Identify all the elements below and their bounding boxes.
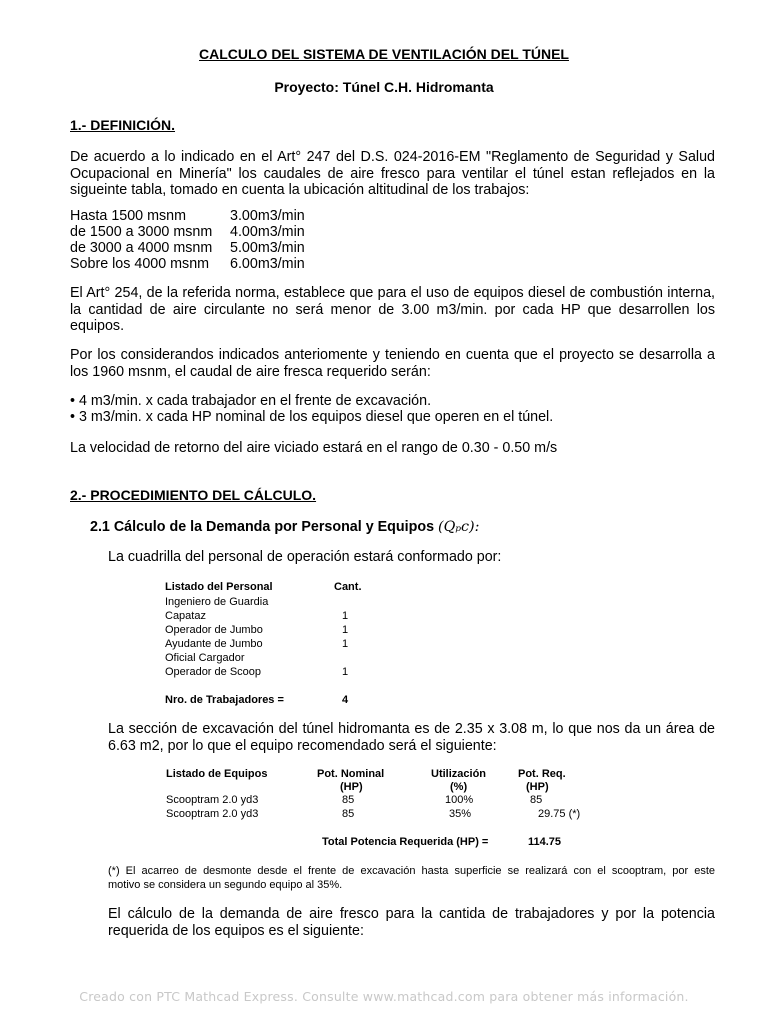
personnel-header-qty: Cant. — [334, 581, 362, 593]
art254-paragraph — [70, 285, 715, 335]
personnel-name: Capataz — [165, 610, 206, 622]
personnel-name: Oficial Cargador — [165, 652, 245, 664]
bullet-item: • 3 m3/min. x cada HP nominal de los equipos diesel que operen en el túnel. — [70, 409, 554, 425]
equipment-header-usage-unit: (%) — [450, 781, 468, 793]
equipment-usage: 35% — [449, 808, 472, 820]
equipment-required: 85 — [530, 794, 543, 806]
equipment-name: Scooptram 2.0 yd3 — [166, 794, 259, 806]
total-power-value: 114.75 — [528, 836, 562, 848]
personnel-header-name: Listado del Personal — [165, 581, 273, 593]
art254-line: equipos. — [70, 318, 125, 334]
document-title: CALCULO DEL SISTEMA DE VENTILACIÓN DEL TÚNEL — [199, 46, 569, 62]
altitude-flow: 6.00m3/min — [230, 256, 305, 272]
tunnel-section-line: 6.63 m2, por lo que el equipo recomendado será el siguiente: — [108, 737, 497, 754]
altitude-range: de 1500 a 3000 msnm — [70, 224, 213, 240]
equipment-header-required-unit: (HP) — [526, 781, 549, 793]
personnel-name: Operador de Jumbo — [165, 624, 263, 636]
qpc-symbol: (Qₚc): — [438, 519, 480, 535]
project-name: Proyecto: Túnel C.H. Hidromanta — [274, 79, 494, 95]
intro-line: De acuerdo a lo indicado en el Art° 247 del D.S. 024-2016-EM "Reglamento de Seguridad y Salud — [70, 149, 715, 165]
equipment-header-name: Listado de Equipos — [166, 768, 268, 780]
equipment-nominal: 85 — [342, 794, 355, 806]
considerations-line: los 1960 msnm, el caudal de aire fresca requerido serán: — [70, 363, 431, 380]
art254-line: la cantidad de aire circulante no será menor de 3.00 m3/min. por cada HP que desarrollen los — [70, 301, 715, 318]
workers-total-label: Nro. de Trabajadores = — [165, 694, 284, 706]
personnel-name: Ingeniero de Guardia — [165, 596, 269, 608]
demand-line: El cálculo de la demanda de aire fresco para la cantida de trabajadores y por la potencia — [108, 906, 715, 922]
equipment-header-nominal-unit: (HP) — [340, 781, 363, 793]
intro-line: Ocupacional en Minería" los caudales de aire fresco para ventilar el túnel estan reflejados en la — [70, 165, 715, 182]
intro-line: sigueinte tabla, tomado en cuenta la ubicación altitudinal de los trabajos: — [70, 182, 530, 198]
considerations-line: Por los considerandos indicados anteriomente y teniendo en cuenta que el proyecto se desarrolla a — [70, 347, 715, 363]
footnote — [108, 864, 715, 892]
altitude-range: Hasta 1500 msnm — [70, 208, 187, 224]
altitude-range: Sobre los 4000 msnm — [70, 256, 210, 272]
tunnel-section-line: La sección de excavación del túnel hidromanta es de 2.35 x 3.08 m, lo que nos da un área de — [108, 721, 715, 737]
intro-paragraph — [70, 149, 715, 199]
altitude-range: de 3000 a 4000 msnm — [70, 240, 213, 256]
section-1-heading: 1.- DEFINICIÓN. — [70, 117, 176, 133]
equipment-header-required: Pot. Req. — [518, 768, 566, 780]
personnel-qty: 1 — [342, 624, 349, 636]
subsection-2-1-heading — [90, 519, 479, 535]
demand-paragraph — [108, 906, 715, 939]
total-power-label: Total Potencia Requerida (HP) = — [322, 836, 489, 848]
personnel-qty: 1 — [342, 610, 349, 622]
personnel-name: Operador de Scoop — [165, 666, 262, 678]
demand-line: requerida de los equipos es el siguiente: — [108, 922, 364, 939]
equipment-header-nominal: Pot. Nominal — [317, 768, 385, 780]
personnel-name: Ayudante de Jumbo — [165, 638, 263, 650]
footnote-line: (*) El acarreo de desmonte desde el frente de excavación hasta superficie se realizará con el scooptram, por este — [108, 865, 715, 877]
tunnel-section-paragraph — [108, 721, 715, 754]
altitude-flow: 5.00m3/min — [230, 240, 305, 256]
considerations-paragraph — [70, 347, 715, 380]
bullet-item: • 4 m3/min. x cada trabajador en el frente de excavación. — [70, 393, 432, 409]
equipment-required: 29.75 (*) — [538, 808, 581, 820]
section-2-heading: 2.- PROCEDIMIENTO DEL CÁLCULO. — [70, 487, 317, 503]
equipment-name: Scooptram 2.0 yd3 — [166, 808, 259, 820]
equipment-nominal: 85 — [342, 808, 355, 820]
equipment-header-usage: Utilización — [431, 768, 487, 780]
return-velocity-text: La velocidad de retorno del aire viciado estará en el rango de 0.30 - 0.50 m/s — [70, 440, 558, 456]
equipment-usage: 100% — [445, 794, 474, 806]
art254-line: El Art° 254, de la referida norma, establece que para el uso de equipos diesel de combustión interna, — [70, 285, 715, 301]
personnel-qty: 1 — [342, 666, 349, 678]
subsection-title: 2.1 Cálculo de la Demanda por Personal y Equipos — [90, 519, 435, 535]
mathcad-footer: Creado con PTC Mathcad Express. Consulte www.mathcad.com para obtener más información. — [79, 989, 689, 1004]
altitude-flow: 3.00m3/min — [230, 208, 305, 224]
workers-total-value: 4 — [342, 694, 349, 706]
crew-intro-text: La cuadrilla del personal de operación estará conformado por: — [108, 549, 502, 565]
footnote-line: motivo se considera un segundo equipo al 35%. — [108, 879, 343, 891]
personnel-qty: 1 — [342, 638, 349, 650]
altitude-flow: 4.00m3/min — [230, 224, 305, 240]
